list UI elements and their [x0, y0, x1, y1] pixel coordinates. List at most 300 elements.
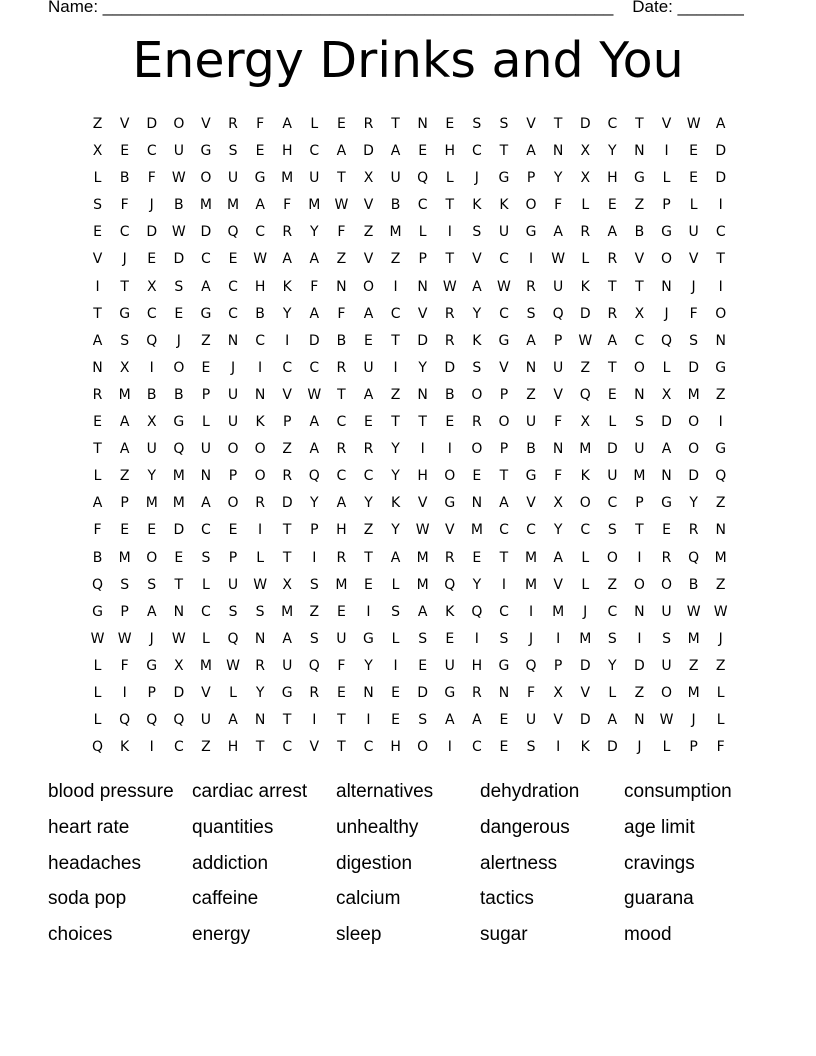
- grid-letter: J: [230, 359, 236, 376]
- grid-letter: V: [499, 359, 509, 376]
- grid-letter: C: [201, 251, 211, 268]
- grid-letter: V: [553, 712, 563, 729]
- grid-letter: I: [149, 359, 154, 376]
- grid-letter: Q: [444, 576, 456, 593]
- search-word: calcium: [336, 888, 401, 910]
- grid-letter: Y: [472, 576, 482, 593]
- grid-letter: S: [255, 603, 265, 620]
- search-word: digestion: [336, 852, 413, 874]
- grid-row: [84, 409, 734, 436]
- grid-letter: I: [556, 630, 561, 647]
- grid-letter: I: [447, 224, 452, 241]
- grid-letter: A: [526, 143, 536, 160]
- grid-letter: Z: [390, 386, 401, 403]
- grid-letter: S: [228, 603, 238, 620]
- grid-letter: Z: [336, 251, 347, 268]
- search-word: alertness: [480, 852, 558, 874]
- word-list: [48, 778, 768, 957]
- grid-letter: S: [391, 603, 401, 620]
- grid-letter: Z: [526, 386, 536, 403]
- grid-letter: L: [256, 549, 265, 566]
- grid-letter: Z: [715, 576, 726, 593]
- grid-letter: O: [633, 359, 645, 376]
- grid-letter: M: [118, 386, 131, 403]
- grid-letter: P: [526, 170, 536, 187]
- grid-letter: I: [528, 603, 534, 620]
- grid-row: [84, 355, 734, 382]
- grid-letter: D: [606, 441, 618, 458]
- grid-letter: R: [580, 224, 591, 241]
- grid-letter: U: [227, 414, 239, 431]
- grid-row: [84, 219, 734, 246]
- grid-letter: L: [391, 630, 400, 647]
- grid-letter: K: [445, 603, 455, 620]
- grid-letter: H: [607, 170, 618, 187]
- grid-letter: W: [686, 603, 701, 620]
- grid-row: [84, 138, 734, 165]
- grid-letter: D: [579, 657, 591, 674]
- grid-letter: U: [525, 414, 537, 431]
- grid-letter: T: [255, 739, 265, 756]
- grid-letter: W: [415, 522, 430, 539]
- grid-letter: H: [227, 739, 239, 756]
- grid-letter: C: [201, 522, 211, 539]
- grid-letter: R: [92, 386, 103, 403]
- grid-letter: R: [688, 522, 699, 539]
- grid-letter: C: [580, 522, 591, 539]
- grid-letter: T: [445, 197, 455, 214]
- grid-letter: A: [363, 305, 374, 322]
- grid-letter: X: [580, 170, 591, 187]
- grid-letter: X: [92, 143, 103, 160]
- grid-letter: O: [688, 414, 700, 431]
- grid-letter: E: [662, 522, 671, 539]
- grid-letter: A: [119, 441, 130, 458]
- grid-letter: A: [390, 143, 401, 160]
- grid-letter: C: [471, 739, 482, 756]
- grid-letter: G: [444, 684, 456, 701]
- grid-letter: C: [146, 305, 157, 322]
- grid-letter: M: [335, 576, 348, 593]
- grid-letter: N: [254, 386, 266, 403]
- grid-letter: C: [499, 522, 509, 539]
- grid-letter: G: [254, 170, 266, 187]
- grid-letter: U: [390, 170, 401, 187]
- grid-letter: C: [390, 305, 401, 322]
- grid-letter: A: [336, 143, 347, 160]
- grid-letter: X: [363, 170, 374, 187]
- grid-letter: L: [445, 170, 454, 187]
- grid-letter: I: [447, 441, 452, 458]
- grid-letter: A: [309, 414, 320, 431]
- grid-letter: S: [472, 359, 482, 376]
- grid-letter: K: [390, 495, 401, 512]
- grid-letter: O: [173, 359, 185, 376]
- grid-letter: E: [201, 359, 211, 376]
- search-word: heart rate: [48, 816, 130, 838]
- grid-letter: O: [471, 386, 483, 403]
- grid-letter: R: [282, 224, 293, 241]
- grid-letter: Z: [715, 386, 726, 403]
- grid-letter: P: [662, 197, 671, 214]
- grid-letter: I: [718, 278, 723, 295]
- grid-letter: E: [93, 414, 102, 431]
- grid-letter: T: [337, 386, 346, 403]
- grid-letter: G: [715, 359, 727, 376]
- grid-letter: R: [309, 684, 320, 701]
- grid-letter: M: [172, 468, 185, 485]
- grid-letter: L: [93, 468, 102, 485]
- grid-letter: Z: [119, 468, 130, 485]
- grid-letter: T: [418, 414, 427, 431]
- grid-letter: Z: [607, 576, 618, 593]
- grid-letter: T: [337, 170, 346, 187]
- grid-letter: B: [92, 549, 103, 566]
- grid-letter: A: [336, 495, 347, 512]
- grid-letter: D: [715, 143, 727, 160]
- grid-letter: A: [363, 386, 374, 403]
- grid-letter: E: [93, 224, 102, 241]
- word-row: [48, 921, 768, 957]
- grid-letter: K: [472, 332, 482, 349]
- grid-letter: N: [634, 143, 645, 160]
- grid-letter: D: [417, 684, 429, 701]
- grid-letter: N: [525, 359, 537, 376]
- grid-letter: T: [282, 549, 292, 566]
- grid-letter: S: [228, 143, 238, 160]
- grid-letter: Y: [472, 305, 482, 322]
- search-word: sleep: [336, 924, 382, 946]
- grid-letter: M: [687, 630, 700, 647]
- grid-letter: H: [444, 143, 456, 160]
- grid-letter: H: [471, 657, 483, 674]
- grid-row: [84, 572, 734, 599]
- grid-letter: A: [146, 603, 157, 620]
- grid-letter: N: [552, 441, 564, 458]
- grid-letter: Q: [308, 468, 320, 485]
- grid-letter: Q: [308, 657, 320, 674]
- grid-letter: G: [146, 657, 158, 674]
- grid-letter: S: [607, 630, 617, 647]
- grid-letter: N: [552, 143, 564, 160]
- grid-row: [84, 192, 734, 219]
- grid-letter: E: [147, 251, 157, 268]
- grid-letter: N: [173, 603, 185, 620]
- word-row: [48, 885, 768, 921]
- grid-letter: E: [607, 386, 617, 403]
- grid-letter: M: [281, 603, 294, 620]
- grid-letter: R: [336, 441, 347, 458]
- grid-letter: O: [633, 576, 645, 593]
- grid-letter: T: [608, 278, 617, 295]
- grid-letter: R: [336, 359, 347, 376]
- grid-letter: Q: [227, 224, 239, 241]
- grid-letter: D: [281, 495, 293, 512]
- grid-letter: G: [173, 414, 185, 431]
- grid-letter: Z: [634, 197, 645, 214]
- grid-letter: T: [93, 305, 102, 322]
- grid-letter: M: [687, 386, 700, 403]
- grid-letter: D: [444, 359, 456, 376]
- grid-letter: M: [308, 197, 321, 214]
- grid-letter: U: [661, 657, 672, 674]
- grid-letter: I: [501, 576, 507, 593]
- grid-letter: Q: [525, 657, 537, 674]
- grid-row: [84, 626, 734, 653]
- grid-letter: R: [282, 468, 293, 485]
- grid-letter: O: [606, 549, 618, 566]
- grid-letter: R: [363, 116, 374, 132]
- grid-letter: T: [93, 441, 102, 458]
- grid-letter: X: [119, 359, 130, 376]
- grid-letter: S: [147, 576, 157, 593]
- grid-letter: F: [93, 522, 102, 539]
- grid-letter: U: [498, 224, 510, 241]
- grid-letter: P: [147, 684, 156, 701]
- grid-letter: A: [201, 495, 211, 512]
- grid-letter: U: [688, 224, 699, 241]
- grid-letter: K: [120, 739, 130, 756]
- grid-letter: J: [474, 170, 479, 187]
- grid-letter: Y: [418, 359, 427, 376]
- grid-letter: U: [444, 657, 455, 674]
- grid-letter: R: [444, 305, 455, 322]
- grid-row: [84, 463, 734, 490]
- grid-letter: I: [528, 251, 534, 268]
- grid-letter: R: [661, 549, 672, 566]
- grid-letter: J: [691, 712, 696, 729]
- search-word: age limit: [624, 816, 695, 838]
- grid-letter: A: [472, 278, 482, 295]
- grid-letter: L: [581, 251, 590, 268]
- grid-letter: A: [228, 712, 238, 729]
- grid-letter: K: [580, 278, 590, 295]
- grid-letter: L: [310, 116, 319, 132]
- grid-letter: P: [418, 251, 427, 268]
- grid-letter: V: [363, 251, 374, 268]
- search-word: sugar: [480, 924, 528, 946]
- search-word: alternatives: [336, 781, 434, 802]
- grid-letter: W: [307, 386, 322, 403]
- grid-letter: W: [90, 630, 105, 647]
- grid-letter: Q: [119, 712, 131, 729]
- grid-letter: Y: [391, 441, 400, 458]
- grid-letter: Q: [661, 332, 673, 349]
- grid-letter: P: [499, 386, 509, 403]
- grid-letter: N: [715, 522, 726, 539]
- grid-letter: N: [417, 116, 428, 132]
- grid-letter: A: [282, 251, 292, 268]
- grid-letter: P: [201, 386, 211, 403]
- grid-letter: E: [607, 197, 617, 214]
- grid-letter: L: [581, 549, 590, 566]
- grid-letter: E: [445, 630, 455, 647]
- grid-letter: S: [309, 630, 319, 647]
- grid-letter: B: [444, 386, 455, 403]
- grid-letter: X: [553, 495, 563, 512]
- grid-letter: Y: [310, 495, 319, 512]
- grid-letter: E: [174, 305, 184, 322]
- grid-letter: M: [416, 576, 429, 593]
- grid-letter: R: [471, 684, 482, 701]
- grid-letter: E: [336, 116, 346, 132]
- grid-letter: W: [497, 278, 511, 295]
- grid-letter: I: [258, 359, 263, 376]
- grid-letter: I: [393, 278, 398, 295]
- grid-letter: B: [174, 197, 184, 214]
- grid-letter: E: [174, 549, 184, 566]
- grid-letter: A: [607, 712, 618, 729]
- search-word: tactics: [480, 888, 534, 910]
- grid-letter: F: [716, 739, 725, 756]
- grid-letter: S: [120, 332, 130, 349]
- grid-letter: U: [553, 278, 564, 295]
- grid-letter: F: [689, 305, 698, 322]
- grid-letter: P: [553, 332, 563, 349]
- grid-letter: R: [607, 251, 618, 268]
- grid-letter: M: [226, 197, 240, 214]
- grid-letter: A: [309, 251, 320, 268]
- grid-letter: T: [391, 116, 400, 132]
- grid-letter: B: [634, 224, 645, 241]
- search-word: caffeine: [192, 888, 259, 910]
- grid-letter: F: [256, 116, 265, 132]
- grid-letter: O: [417, 739, 429, 756]
- grid-letter: F: [554, 468, 563, 485]
- grid-letter: L: [608, 684, 617, 701]
- grid-row: [84, 680, 734, 707]
- grid-letter: I: [637, 549, 642, 566]
- grid-letter: A: [92, 495, 103, 512]
- grid-letter: M: [416, 549, 429, 566]
- grid-letter: S: [526, 305, 536, 322]
- grid-letter: F: [120, 657, 129, 674]
- grid-letter: N: [417, 278, 428, 295]
- grid-letter: C: [146, 143, 157, 160]
- grid-letter: G: [525, 468, 537, 485]
- grid-row: [84, 517, 734, 544]
- grid-letter: A: [715, 116, 726, 132]
- grid-letter: V: [688, 251, 699, 268]
- grid-letter: C: [363, 739, 374, 756]
- grid-letter: I: [420, 441, 425, 458]
- grid-letter: T: [635, 116, 644, 132]
- grid-letter: T: [445, 251, 455, 268]
- grid-letter: J: [528, 630, 534, 647]
- grid-letter: Z: [201, 739, 211, 756]
- search-word: headaches: [48, 852, 141, 874]
- grid-letter: W: [117, 630, 132, 647]
- grid-letter: X: [580, 143, 591, 160]
- grid-letter: K: [282, 278, 292, 295]
- grid-letter: N: [227, 332, 239, 349]
- grid-letter: I: [474, 630, 479, 647]
- grid-letter: G: [661, 495, 672, 512]
- grid-letter: F: [337, 657, 346, 674]
- search-word: dangerous: [480, 816, 570, 838]
- grid-letter: P: [689, 739, 698, 756]
- page-title: Energy Drinks and You: [132, 32, 684, 89]
- grid-letter: L: [716, 712, 725, 729]
- grid-letter: V: [201, 684, 211, 701]
- grid-letter: C: [634, 332, 645, 349]
- grid-row: [84, 246, 734, 273]
- grid-letter: M: [172, 495, 185, 512]
- grid-letter: I: [122, 684, 127, 701]
- grid-letter: O: [200, 170, 212, 187]
- grid-letter: Q: [417, 170, 429, 187]
- grid-letter: S: [120, 576, 130, 593]
- grid-letter: E: [472, 468, 482, 485]
- grid-letter: W: [253, 576, 268, 593]
- grid-letter: Q: [92, 576, 104, 593]
- grid-letter: B: [146, 386, 157, 403]
- grid-letter: N: [363, 684, 374, 701]
- grid-letter: G: [498, 332, 510, 349]
- grid-letter: I: [149, 739, 154, 756]
- grid-letter: R: [607, 305, 618, 322]
- grid-row: [84, 111, 734, 138]
- grid-letter: Y: [553, 522, 563, 539]
- word-row: [48, 850, 768, 886]
- grid-letter: I: [258, 522, 263, 539]
- grid-letter: Y: [608, 657, 617, 674]
- grid-letter: U: [282, 657, 293, 674]
- grid-letter: A: [417, 603, 428, 620]
- grid-letter: T: [282, 522, 292, 539]
- grid-letter: G: [119, 305, 131, 322]
- grid-letter: L: [716, 684, 725, 701]
- grid-letter: D: [200, 224, 212, 241]
- letter-grid: [84, 111, 734, 761]
- grid-letter: S: [201, 549, 211, 566]
- grid-letter: Z: [363, 522, 374, 539]
- grid-letter: I: [312, 712, 317, 729]
- grid-row: [84, 165, 734, 192]
- grid-letter: A: [282, 630, 292, 647]
- grid-letter: P: [228, 549, 238, 566]
- grid-letter: T: [364, 549, 373, 566]
- search-word: guarana: [624, 888, 694, 910]
- grid-letter: H: [417, 468, 428, 485]
- grid-letter: J: [583, 603, 588, 620]
- grid-letter: C: [607, 116, 618, 132]
- grid-letter: Q: [92, 739, 104, 756]
- grid-letter: X: [553, 684, 563, 701]
- grid-letter: M: [199, 197, 212, 214]
- grid-letter: A: [119, 414, 130, 431]
- grid-letter: Z: [688, 657, 699, 674]
- grid-letter: C: [228, 305, 238, 322]
- grid-row: [84, 436, 734, 463]
- grid-letter: M: [633, 468, 646, 485]
- grid-letter: C: [309, 143, 320, 160]
- grid-letter: W: [686, 116, 701, 132]
- search-word: cardiac arrest: [192, 781, 308, 802]
- grid-letter: L: [662, 359, 671, 376]
- grid-letter: D: [146, 116, 158, 132]
- grid-letter: E: [391, 712, 400, 729]
- grid-letter: L: [581, 576, 590, 593]
- grid-letter: B: [688, 576, 699, 593]
- grid-letter: Z: [715, 657, 726, 674]
- grid-row: [84, 545, 734, 572]
- grid-row: [84, 490, 734, 517]
- grid-letter: C: [715, 224, 726, 241]
- grid-letter: S: [634, 414, 644, 431]
- grid-row: [84, 382, 734, 409]
- grid-letter: M: [552, 603, 565, 620]
